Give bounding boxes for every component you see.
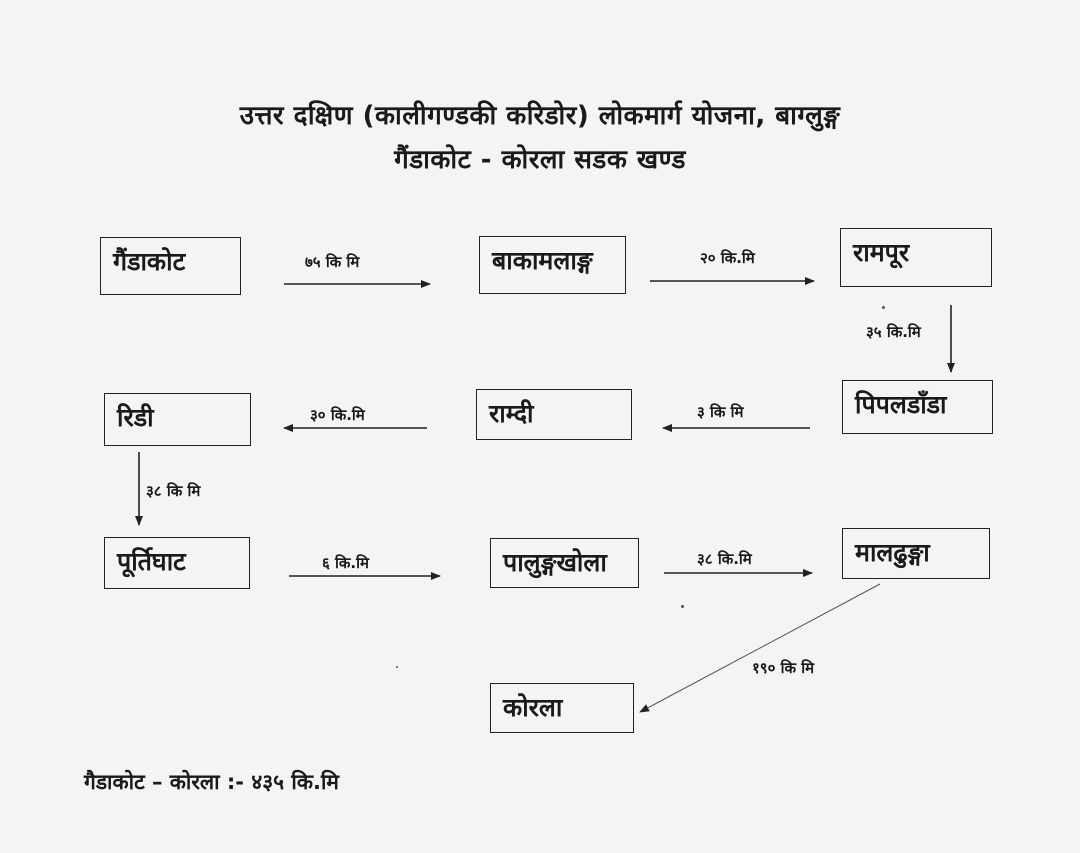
- node-rampur: रामपूर: [840, 228, 992, 287]
- distance-label: ६ कि.मि: [322, 554, 369, 572]
- distance-label: ३५ कि.मि: [866, 323, 921, 341]
- distance-label: ३८ कि.मि: [697, 550, 752, 568]
- distance-label: ३० कि.मि: [310, 406, 365, 424]
- node-pipaldanda: पिपलडाँडा: [842, 380, 993, 434]
- distance-label: १९० कि मि: [752, 659, 815, 677]
- speck: [396, 666, 398, 668]
- total-distance-summary: गैडाकोट – कोरला :- ४३५ कि.मि: [84, 770, 339, 794]
- distance-label: ३८ कि मि: [146, 482, 201, 500]
- distance-label: ७५ कि मि: [305, 253, 360, 271]
- speck: [882, 306, 885, 309]
- node-korala: कोरला: [490, 683, 634, 733]
- node-riddi: रिडी: [104, 393, 251, 446]
- distance-label: २० कि.मि: [700, 249, 755, 267]
- node-gaindakot: गैंडाकोट: [100, 237, 241, 295]
- arrow-maldhunga-korala: [640, 584, 880, 712]
- diagram-subtitle: गैंडाकोट - कोरला सडक खण्ड: [394, 145, 686, 175]
- node-maldhunga: मालढुङ्गा: [842, 528, 990, 579]
- node-bakamalang: बाकामलाङ्ग: [479, 236, 626, 294]
- diagram-title: उत्तर दक्षिण (कालीगण्डकी करिडोर) लोकमार्ग योजना, बाग्लुङ्ग: [239, 101, 841, 131]
- node-ramdi: राम्दी: [476, 389, 632, 440]
- node-purtighat: पूर्तिघाट: [104, 537, 250, 589]
- node-palungkhola: पालुङ्गखोला: [490, 538, 639, 588]
- distance-label: ३ कि मि: [697, 403, 744, 421]
- speck: [681, 605, 684, 608]
